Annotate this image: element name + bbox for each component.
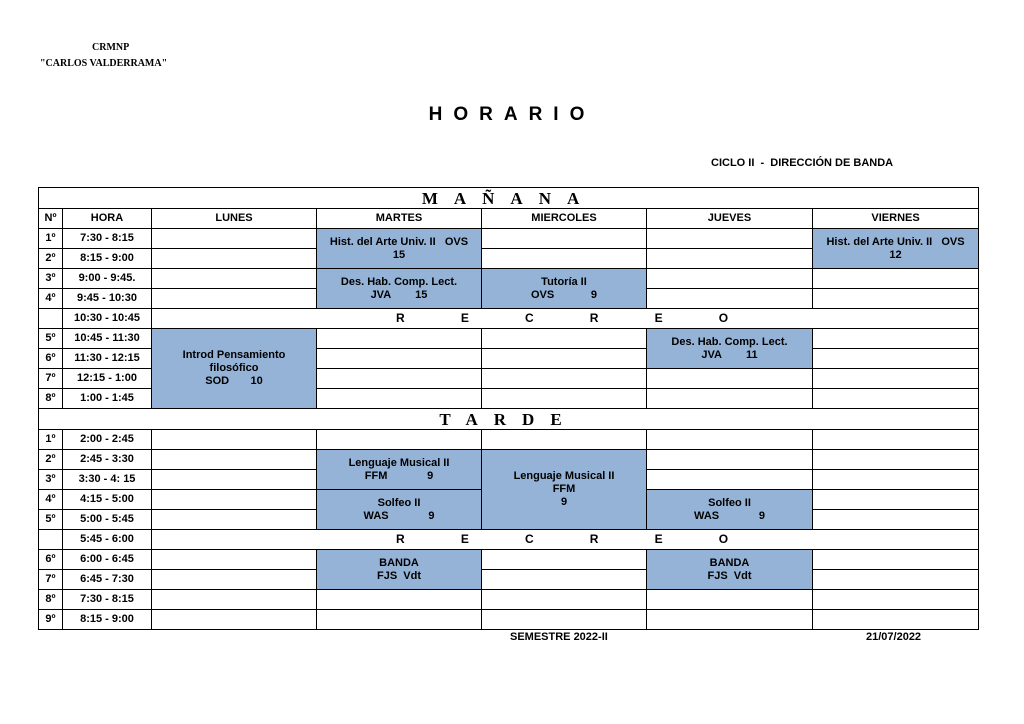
empty-cell [152,610,317,630]
empty-cell [813,570,979,590]
class-label: BANDA FJS Vdt [707,556,752,582]
row-time: 10:45 - 11:30 [63,329,152,349]
empty-cell [317,329,482,349]
empty-cell [152,450,317,470]
footer-date: 21/07/2022 [866,631,922,643]
empty-cell [813,389,979,409]
empty-cell [813,470,979,490]
recreo-letter: E [654,532,663,546]
empty-cell [647,610,813,630]
row-number: 9º [39,610,63,630]
row-number: 2º [39,249,63,269]
empty-cell [482,249,647,269]
row-number: 3º [39,269,63,289]
empty-cell [482,430,647,450]
recreo-letter: C [524,311,534,325]
empty-cell [152,490,317,510]
row-time: 8:15 - 9:00 [63,249,152,269]
empty-cell [482,610,647,630]
row-time: 4:15 - 5:00 [63,490,152,510]
class-block [482,269,647,309]
empty-cell [647,249,813,269]
empty-cell [152,550,317,570]
class-block [152,329,317,409]
row-number: 8º [39,389,63,409]
empty-cell [813,590,979,610]
empty-cell [152,590,317,610]
class-block [647,490,813,530]
empty-cell [317,590,482,610]
header-miercoles: MIERCOLES [482,209,647,229]
row-time: 5:45 - 6:00 [63,530,152,550]
class-label: Hist. del Arte Univ. II OVS 15 [329,235,469,261]
empty-cell [813,289,979,309]
empty-cell [152,470,317,490]
class-label: Lenguaje Musical II FFM 9 [348,456,450,482]
row-number: 6º [39,550,63,570]
empty-cell [152,229,317,249]
empty-cell [317,610,482,630]
empty-cell [647,269,813,289]
row-number: 2º [39,450,63,470]
section-tarde: TARDE [39,409,979,430]
recreo-letter: O [718,532,729,546]
empty-cell [813,490,979,510]
row-time: 9:00 - 9:45. [63,269,152,289]
empty-cell [482,570,647,590]
header-viernes: VIERNES [813,209,979,229]
empty-cell [152,510,317,530]
page-subtitle: CICLO II - DIRECCIÓN DE BANDA [711,157,894,169]
class-block [647,329,813,369]
recreo-row [152,309,979,329]
row-time: 11:30 - 12:15 [63,349,152,369]
header-n: Nº [39,209,63,229]
empty-cell [482,389,647,409]
class-label: Des. Hab. Comp. Lect. JVA 11 [671,335,788,361]
empty-cell [152,249,317,269]
class-label: Solfeo II WAS 9 [694,496,765,522]
header-jueves: JUEVES [647,209,813,229]
class-label: Des. Hab. Comp. Lect. JVA 15 [340,275,458,301]
row-number: 1º [39,229,63,249]
recreo-letter: C [524,532,534,546]
empty-cell [482,349,647,369]
row-number: 7º [39,369,63,389]
schedule-table [38,187,979,630]
recreo-letter: O [718,311,729,325]
empty-cell [152,430,317,450]
empty-cell [152,289,317,309]
empty-cell [482,329,647,349]
row-time: 5:00 - 5:45 [63,510,152,530]
empty-cell [813,610,979,630]
empty-cell [813,510,979,530]
row-time: 2:45 - 3:30 [63,450,152,470]
row-number: 7º [39,570,63,590]
class-block [317,490,482,530]
class-label: Introd Pensamiento filosófico SOD 10 [182,349,286,387]
empty-cell [482,229,647,249]
row-number: 4º [39,490,63,510]
recreo-row [152,530,979,550]
empty-cell [813,349,979,369]
empty-cell [813,430,979,450]
row-time: 1:00 - 1:45 [63,389,152,409]
row-number: 8º [39,590,63,610]
row-number: 5º [39,329,63,349]
class-block [317,550,482,590]
row-time: 7:30 - 8:15 [63,590,152,610]
class-label: Tutoría II OVS 9 [530,275,598,301]
row-number [39,309,63,329]
class-label: Solfeo II WAS 9 [363,496,435,522]
row-time: 2:00 - 2:45 [63,430,152,450]
header-lunes: LUNES [152,209,317,229]
class-block [317,269,482,309]
institution-line2: "CARLOS VALDERRAMA" [40,58,168,69]
empty-cell [317,430,482,450]
empty-cell [813,450,979,470]
class-block [317,450,482,490]
row-number: 4º [39,289,63,309]
empty-cell [647,389,813,409]
empty-cell [813,550,979,570]
recreo-letter: R [589,311,599,325]
row-time: 9:45 - 10:30 [63,289,152,309]
row-number: 6º [39,349,63,369]
class-label: Hist. del Arte Univ. II OVS 12 [826,235,965,261]
recreo-letter: R [396,532,405,546]
empty-cell [317,389,482,409]
row-number: 3º [39,470,63,490]
row-time: 8:15 - 9:00 [63,610,152,630]
class-label: Lenguaje Musical II FFM 9 [513,470,615,508]
empty-cell [647,450,813,470]
header-martes: MARTES [317,209,482,229]
empty-cell [647,430,813,450]
recreo-letter: R [589,532,599,546]
row-time: 3:30 - 4: 15 [63,470,152,490]
empty-cell [482,369,647,389]
empty-cell [647,369,813,389]
empty-cell [813,369,979,389]
page-title: HORARIO [428,104,596,125]
row-number: 1º [39,430,63,450]
recreo-letter: E [654,311,663,325]
empty-cell [813,269,979,289]
empty-cell [647,229,813,249]
row-number: 5º [39,510,63,530]
class-block [482,450,647,530]
empty-cell [152,570,317,590]
header-hora: HORA [63,209,152,229]
empty-cell [482,590,647,610]
section-manana: MAÑANA [39,188,979,209]
recreo-letter: E [460,311,469,325]
empty-cell [317,369,482,389]
empty-cell [647,289,813,309]
class-block [813,229,979,269]
recreo-letter: E [460,532,469,546]
class-label: BANDA FJS Vdt [376,556,421,582]
class-block [647,550,813,590]
row-time: 10:30 - 10:45 [63,309,152,329]
row-time: 12:15 - 1:00 [63,369,152,389]
empty-cell [482,550,647,570]
empty-cell [152,269,317,289]
empty-cell [647,590,813,610]
empty-cell [647,470,813,490]
empty-cell [813,329,979,349]
recreo-letter: R [396,311,405,325]
row-time: 7:30 - 8:15 [63,229,152,249]
footer-semester: SEMESTRE 2022-II [510,631,608,643]
class-block [317,229,482,269]
institution-line1: CRMNP [92,42,130,53]
row-time: 6:00 - 6:45 [63,550,152,570]
row-time: 6:45 - 7:30 [63,570,152,590]
empty-cell [317,349,482,369]
row-number [39,530,63,550]
